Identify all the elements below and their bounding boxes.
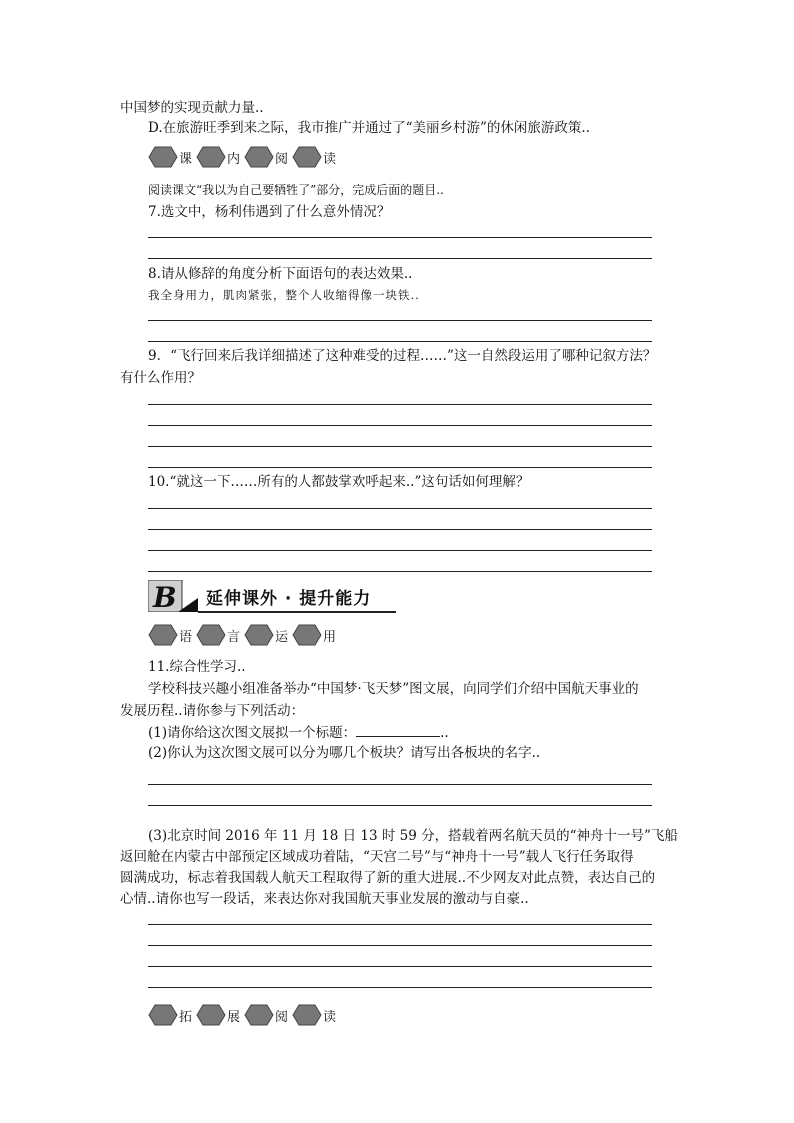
question-11-2: (2)你认为这次图文展可以分为哪几个板块？请写出各板块的名字.. (148, 745, 541, 761)
reading-intro: 阅读课文“我以为自己要牺牲了”部分，完成后面的题目.. (148, 183, 444, 197)
answer-line[interactable] (148, 784, 652, 785)
hexagon-icon (244, 1004, 274, 1026)
question-8-quote: 我全身用力，肌肉紧张，整个人收缩得像一块铁.. (148, 288, 420, 302)
question-11-intro-1: 学校科技兴趣小组准备举办“中国梦·飞天梦”图文展，向同学们介绍中国航天事业的 (148, 681, 639, 697)
hexagon-icon (148, 1004, 178, 1026)
question-8: 8.请从修辞的角度分析下面语句的表达效果.. (148, 266, 413, 282)
section-char: 展 (227, 1010, 241, 1025)
question-11-3-line2: 返回舱在内蒙古中部预定区域成功着陆，“天宫二号”与“神舟十一号”载人飞行任务取得 (120, 849, 634, 865)
question-11-3-line1: (3)北京时间 2016 年 11 月 18 日 13 时 59 分，搭载着两名航天员的“神舟十一号”飞船 (148, 828, 678, 844)
answer-line[interactable] (148, 467, 652, 468)
answer-line[interactable] (148, 945, 652, 946)
section-char: 阅 (275, 152, 289, 167)
answer-line[interactable] (148, 508, 652, 509)
hexagon-icon (244, 146, 274, 168)
answer-line[interactable] (148, 529, 652, 530)
hexagon-icon (196, 624, 226, 646)
hexagon-icon (292, 1004, 322, 1026)
banner-underline (198, 611, 396, 613)
hexagon-icon (196, 146, 226, 168)
section-char: 用 (323, 630, 337, 645)
section-char: 读 (323, 152, 337, 167)
answer-line[interactable] (148, 320, 652, 321)
hexagon-icon (244, 624, 274, 646)
section-header-kenei (148, 146, 340, 168)
question-11-3-line3: 圆满成功，标志着我国载人航天工程取得了新的重大进展..不少网友对此点赞，表达自己的 (120, 870, 656, 886)
answer-line[interactable] (148, 966, 652, 967)
answer-line[interactable] (148, 446, 652, 447)
answer-line[interactable] (148, 341, 652, 342)
section-char: 语 (179, 630, 193, 645)
answer-line[interactable] (148, 237, 652, 238)
banner-title: 延伸课外 · 提升能力 (206, 589, 372, 609)
hexagon-icon (148, 146, 178, 168)
answer-line[interactable] (148, 987, 652, 988)
answer-line[interactable] (148, 425, 652, 426)
answer-line[interactable] (148, 924, 652, 925)
hexagon-icon (292, 624, 322, 646)
question-11-1 (148, 722, 449, 743)
text-line-1: 中国梦的实现贡献力量.. (120, 100, 264, 116)
question-11-1-suffix: .. (440, 725, 449, 741)
option-d: D.在旅游旺季到来之际，我市推广并通过了“美丽乡村游”的休闲旅游政策.. (148, 120, 591, 136)
question-11: 11.综合性学习.. (148, 659, 246, 675)
question-11-intro-2: 发展历程..请你参与下列活动： (120, 703, 305, 719)
question-9-line2: 有什么作用？ (120, 370, 201, 386)
section-char: 课 (179, 152, 193, 167)
hexagon-icon (148, 624, 178, 646)
hexagon-icon (292, 146, 322, 168)
answer-line[interactable] (148, 258, 652, 259)
hexagon-icon (196, 1004, 226, 1026)
question-7: 7.选文中，杨利伟遇到了什么意外情况？ (148, 204, 391, 220)
question-11-3-line4: 心情..请你也写一段话，来表达你对我国航天事业发展的激动与自豪.. (120, 891, 529, 907)
section-char: 读 (323, 1010, 337, 1025)
title-blank[interactable] (356, 722, 440, 737)
section-banner-b (148, 578, 398, 614)
badge-letter: B (153, 581, 177, 612)
question-11-1-prefix: (1)请你给这次图文展拟一个标题： (148, 725, 357, 741)
answer-line[interactable] (148, 571, 652, 572)
question-9-line1: 9．“飞行回来后我详细描述了这种难受的过程……”这一自然段运用了哪种记叙方法？ (148, 348, 657, 364)
section-header-tuozhan (148, 1004, 340, 1026)
b-badge-icon (148, 580, 198, 612)
section-header-yuyan (148, 624, 340, 646)
answer-line[interactable] (148, 550, 652, 551)
section-char: 运 (275, 630, 289, 645)
section-char: 阅 (275, 1010, 289, 1025)
answer-line[interactable] (148, 805, 652, 806)
answer-line[interactable] (148, 404, 652, 405)
section-char: 内 (227, 152, 241, 167)
section-char: 拓 (179, 1010, 193, 1025)
question-10: 10.“就这一下……所有的人都鼓掌欢呼起来..”这句话如何理解？ (148, 474, 530, 490)
section-char: 言 (227, 630, 241, 645)
